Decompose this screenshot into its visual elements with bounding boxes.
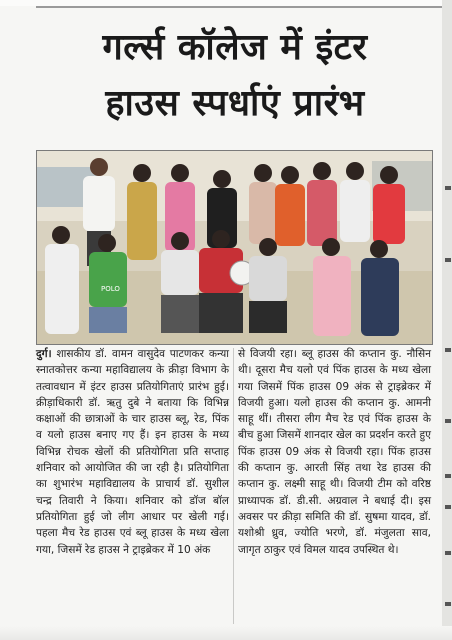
edge-mark [445, 348, 451, 352]
top-rule [36, 6, 442, 8]
edge-mark [445, 474, 451, 478]
column-1-text: शासकीय डॉ. वामन वासुदेव पाटणकर कन्या स्नातकोत्तर कन्या महाविद्यालय के क्रीड़ा विभाग के तत्वावधान में इंटर हाउस प्रतियोगिताएं प्रारंभ हुई। क्रीड़ाधिकारी डॉ. ऋतु दुबे ने बताया कि विभिन्न कक्षाओं की छात्राओं के चार हाउस ब्लू, रेड, पिंक व यलो हाउस बनाए गए हैं। इन हाउस के मध्य विभिन्न रोचक खेलों की प्रतियोगिता प्रति सप्ताह शनिवार को आयोजित की जा रही है। प्रतियोगिता का शुभारंभ महाविद्यालय के प्राचार्य डॉ. सुशील चन्द्र तिवारी ने किया। शनिवार को डॉज बॉल प्रतियोगिता हुई जो लीग आधार पर खेली गई। पहला मैच रेड हाउस एवं ब्लू हाउस के मध्य खेला गया, जिसमें रेड हाउस ने ट्राइब्रेकर में 10 अंक [36, 348, 229, 556]
headline-line-2: हाउस स्पर्धाएं प्रारंभ [105, 83, 365, 124]
column-2-text: से विजयी रहा। ब्लू हाउस की कप्तान कु. नौसिन थी। दूसरा मैच यलो एवं पिंक हाउस के मध्य खेला गया जिसमें पिंक हाउस 09 अंक से ट्राइब्रेकर में विजयी हुआ। यलो हाउस की कप्तान कु. आमनी साहू थीं। तीसरा लीग मैच रेड एवं पिंक हाउस के बीच हुआ जिसमें शानदार खेल का प्रदर्शन करते हुए पिंक हाउस 09 अंक से विजयी रहा। पिंक हाउस की कप्तान कु. आरती सिंह तथा रेड हाउस की कप्तान कु. लक्ष्मी साहू थी। विजयी टीम को वरिष्ठ प्राध्यापक डॉ. डी.सी. अग्रवाल ने बधाई दी। इस अवसर पर क्रीड़ा समिति की डॉ. सुषमा यादव, डॉ. यशोश्री ध्रुव, ज्योति भरणे, डॉ. मंजुलता साव, जागृत ठाकुर एवं विमल यादव उपस्थित थे। [238, 348, 431, 556]
edge-mark [445, 258, 451, 262]
edge-mark [445, 186, 451, 190]
shirt-print-text: POLO [101, 285, 120, 293]
edge-mark [445, 505, 451, 509]
headline-line-1: गर्ल्स कॉलेज में इंटर [102, 27, 368, 68]
article-column-2 [238, 346, 431, 558]
group-photo-illustration [37, 151, 432, 344]
adjacent-page-edge [442, 0, 452, 640]
dateline: दुर्ग। [36, 348, 52, 360]
column-divider [233, 348, 234, 624]
page-bottom-edge [0, 626, 452, 640]
edge-mark [445, 551, 451, 555]
article-headline [30, 20, 440, 132]
edge-mark [445, 602, 451, 606]
edge-mark [445, 419, 451, 423]
group-photo [36, 150, 433, 345]
article-column-1 [36, 346, 229, 558]
